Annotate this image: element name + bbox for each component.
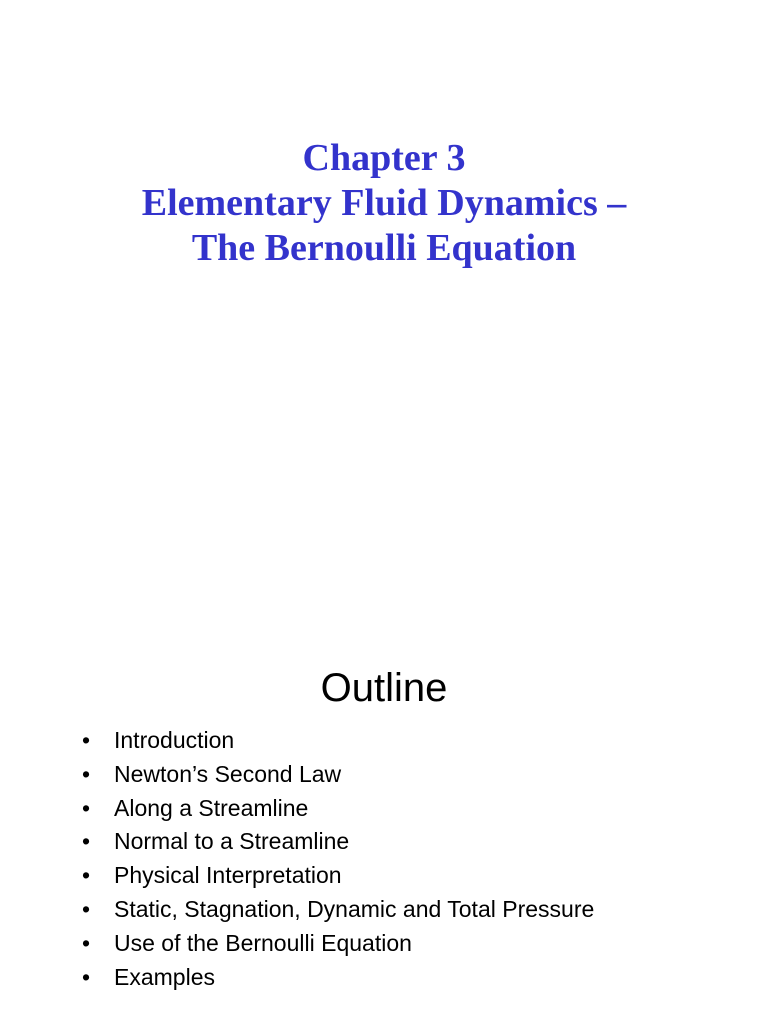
outline-item-label: Examples	[114, 963, 215, 990]
outline-item-label: Newton’s Second Law	[114, 760, 342, 787]
outline-item-label: Introduction	[114, 727, 235, 753]
outline-item-use-of-bernoulli	[82, 927, 594, 961]
outline-item-label: Use of the Bernoulli Equation	[114, 929, 412, 956]
outline-item-along-streamline	[82, 792, 594, 826]
outline-item-pressures	[82, 893, 594, 927]
chapter-title	[0, 136, 768, 271]
outline-item-examples	[82, 961, 594, 995]
bullet-icon: •	[82, 862, 91, 889]
outline-item-introduction	[82, 724, 594, 758]
bullet-icon: •	[82, 828, 91, 855]
bullet-icon: •	[82, 794, 91, 821]
outline-item-physical-interpretation	[82, 859, 594, 893]
outline-item-normal-to-streamline	[82, 825, 594, 859]
bullet-icon: •	[82, 727, 91, 753]
outline-list	[82, 724, 594, 994]
outline-item-label: Along a Streamline	[114, 794, 309, 821]
outline-item-label: Static, Stagnation, Dynamic and Total Pressure	[114, 895, 595, 922]
chapter-title-line-3: The Bernoulli Equation	[191, 227, 577, 269]
outline-item-newtons-second-law	[82, 758, 594, 792]
bullet-icon: •	[82, 760, 91, 787]
outline-heading: Outline	[320, 666, 448, 710]
bullet-icon: •	[82, 929, 91, 956]
chapter-title-line-2: Elementary Fluid Dynamics –	[141, 182, 627, 224]
bullet-icon: •	[82, 963, 91, 990]
outline-item-label: Normal to a Streamline	[114, 828, 350, 855]
bullet-icon: •	[82, 895, 91, 922]
chapter-title-line-1: Chapter 3	[302, 137, 466, 179]
outline-item-label: Physical Interpretation	[114, 862, 342, 889]
